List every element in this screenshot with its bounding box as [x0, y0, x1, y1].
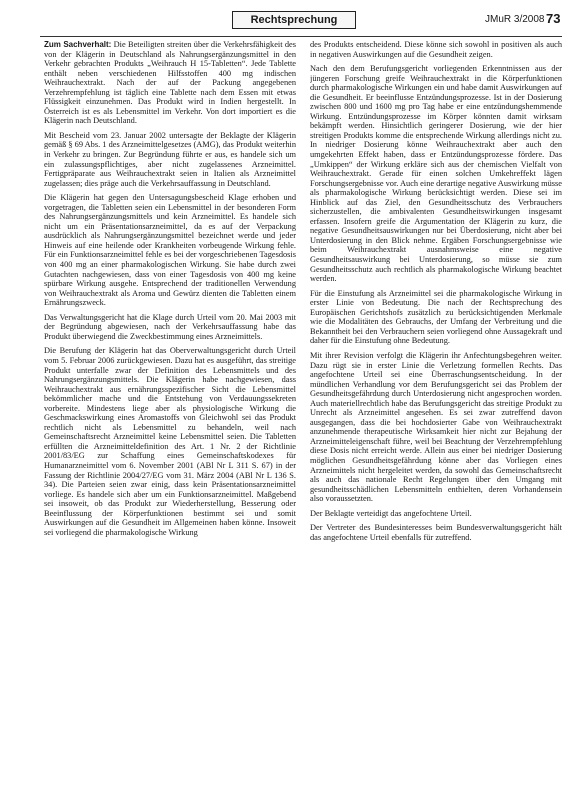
paragraph: Das Verwaltungsgericht hat die Klage durch Urteil vom 20. Mai 2003 mit der Begründung abgewiesen, nach der Verkehrsauffassung habe das Produkt überwiegend die Zweckbestimmung eines Arzneimittels.	[44, 312, 296, 341]
paragraph: Für die Einstufung als Arzneimittel sei die pharmakologische Wirkung in erster Linie von Bedeutung. Die nach der Rechtsprechung des Europäischen Gerichtshofs zusätzlich zu berücksichtigenden Merkmale wie die Modalitäten des Gebrauchs, der Umfang der Verbreitung und die Bekanntheit bei den Verbrauchern seien vorliegend ohne Aussagekraft und daher für die Einstufung ohne Bedeutung.	[310, 288, 562, 346]
left-column	[44, 40, 296, 792]
right-column	[310, 40, 562, 792]
paragraph: Die Klägerin hat gegen den Untersagungsbescheid Klage erhoben und vorgetragen, die Tabletten seien ein Lebensmittel in der besonderen Form des Nahrungsergänzungsmittels und kein Arzneimittel. Es handele sich nicht um ein Präsentationsarzneimittel, da es auf der Verpackung ausdrücklich als Nahrungsergänzungsmittel bezeichnet werde und jeder Hinweis auf eine heilende oder Krankheiten vorbeugende Wirkung fehle. Für ein Funktionsarzneimittel fehle es bei der vorgeschriebenen Tagesdosis von 400 mg an einer pharmakologischen Wirkung. Sie habe durch zwei Gutachten nachgewiesen, dass von einer Tagesdosis von 400 mg keine spürbare Wirkung ausgehe. Entsprechend der traditionellen Verwendung von Weihrauchextrakt als Aroma und Gewürz dienten die Tabletten einem Ernährungszweck.	[44, 193, 296, 308]
paragraph: des Produkts entscheidend. Diese könne sich sowohl in positiven als auch in negativen Auswirkungen auf die Gesundheit zeigen.	[310, 40, 562, 59]
paragraph: Die Berufung der Klägerin hat das Oberverwaltungsgericht durch Urteil vom 5. Februar 2006 zurückgewiesen. Dazu hat es ausgeführt, das streitige Produkt unterfalle zwar der Definition des Lebensmittels und des Nahrungsergänzungsmittels. Die Klägerin habe nachgewiesen, dass Weihrauchextrakt aus ernährungsspezifischer Sicht die Lebensmittel bekömmlicher mache und die Entstehung von Verdauungssekreten vorbereite. Mindestens liege aber als physiologische Wirkung die Geschmackswirkung eines Aromastoffs von Gleichwohl sei das Produkt rechtlich nicht als Lebensmittel zu behandeln, weil nach Gemeinschaftsrecht Arzneimittel keine Lebensmittel seien. Die Tabletten erfüllten die Arzneimitteldefinition des Art. 1 Nr. 2 der Richtlinie 2001/83/EG zur Schaffung eines Gemeinschaftskodexes für Humanarzneimittel vom 6. November 2001 (ABl Nr L 311 S. 67) in der Fassung der Richtlinie 2004/27/EG vom 31. März 2004 (ABl Nr L 136 S. 34). Die Parteien seien zwar einig, dass kein Präsentationsarzneimittel vorliege. Es handele sich aber um ein Funktionsarzneimittel. Maßgebend sei insoweit, ob das Produkt zur Wiederherstellung, Besserung oder Beeinflussung der Körperfunktionen bestimmt sei und somit Auswirkungen auf die Gesundheit im Allgemeinen haben könne. Insoweit sei vorliegend die pharmakologische Wirkung	[44, 346, 296, 537]
page-header	[0, 0, 573, 36]
journal-issue: JMuR 3/2008	[485, 14, 545, 25]
paragraph: Mit Bescheid vom 23. Januar 2002 untersagte der Beklagte der Klägerin gemäß § 69 Abs. 1 des Arzneimittelgesetzes (AMG), das Produkt weiterhin in Verkehr zu bringen. Zur Begründung führte er aus, es handele sich um ein zulassungspflichtiges, aber nicht zugelassenes Arzneimittel. Fertigpräparate aus Weihrauchextrakt seien in Italien als Arzneimittel zugelassen; dies präge auch die Verkehrsauffassung in Deutschland.	[44, 130, 296, 188]
paragraph	[44, 40, 296, 126]
section-title: Rechtsprechung	[232, 11, 356, 29]
paragraph: Mit ihrer Revision verfolgt die Klägerin ihr Anfechtungsbegehren weiter. Dazu rügt sie in erster Linie die Verletzung formellen Rechts. Das angefochtene Urteil sei eine Überraschungsentscheidung. In der mündlichen Verhandlung vor dem Berufungsgericht sei das Problem der Gesundheitsgefährdung durch Unterdosierung nicht angesprochen worden. Auch materiellrechtlich habe das Berufungsgericht das streitige Produkt zu Unrecht als Arzneimittel angesehen. Es sei zwar zutreffend davon ausgegangen, dass die bei hochdosierter Gabe von Weihrauchextrakt anzunehmende therapeutische Wirksamkeit hier nicht zur Bejahung der Arzneimitteleigenschaft führe, weil bei Beachtung der Verzehrempfehlung diese Dosis nicht erreicht werde. Allein aus einer bei niedriger Dosierung möglichen Gesundheitsgefährdung könne aber das Vorliegen eines Arzneimittels nicht hergeleitet werden, da sowohl das Gemeinschaftsrecht als auch das nationale Recht Regelungen über den Umgang mit gesundheitsschädlichen Lebensmitteln enthielten, deren Vorhandensein also voraussetzten.	[310, 350, 562, 504]
page-number: 73	[546, 11, 561, 26]
header-divider	[40, 36, 562, 37]
paragraph-text: Die Beteiligten streiten über die Verkehrsfähigkeit des von der Klägerin in Deutschland als Nahrungsergänzungsmittel in den Verkehr gebrachten Produkts „Weihrauch H 15-Tabletten“. Jede Tablette enthält neben verschiedenen Hilfsstoffen 400 mg indischen Weihrauchextrakt. Nach der auf der Packung angegebenen Verzehrempfehlung ist täglich eine Tablette nach dem Essen mit etwas Flüssigkeit einzunehmen. Das Produkt wird in Indien hergestellt. In Österreich ist es als Lebensmittel im Verkehr. Von dort importiert es die Klägerin nach Deutschland.	[44, 40, 296, 126]
lead-label: Zum Sachverhalt:	[44, 40, 112, 49]
paragraph: Der Beklagte verteidigt das angefochtene Urteil.	[310, 508, 472, 518]
paragraph: Der Vertreter des Bundesinteresses beim Bundesverwaltungsgericht hält das angefochtene Urteil ebenfalls für zutreffend.	[310, 523, 562, 542]
paragraph: Nach den dem Berufungsgericht vorliegenden Erkenntnissen aus der jüngeren Forschung greife Weihrauchextrakt in die Körperfunktionen durch pharmakologische Wirkungen ein und habe damit Auswirkungen auf die Gesundheit. Er beeinflusse Entzündungsprozesse. Ist in der Dosierung zwischen 800 und 1600 mg pro Tag habe er eine entzündungshemmende Wirkung. Entzündungsprozesse im Körper könnten damit wirksam bekämpft werden. Hinsichtlich geringerer Dosierung, wie der hier streitigen Produkts komme die entsprechende Wirkung allerdings nicht zu. In niedriger Dosierung könne Weihrauchextrakt aber auch den umgekehrten Effekt haben, dass er Entzündungsprozesse fördere. Das „Umkippen“ der Wirkung erkläre sich aus der chemischen Vielfalt von Weihrauchextrakt. Gerade für einen solchen Umkehreffekt lägen Forschungsergebnisse vor. Auch eine derartige negative Auswirkung müsse als pharmakologische Wirkung berücksichtigt werden. Diese sei im Hinblick auf das Ziel, den Gesundheitsschutz des Verbrauchers sicherzustellen, die ambivalenten Gesundheitswirkungen insgesamt erfassen. Insofern greife die Argumentation der Klägerin zu kurz, die negative Gesundheitsauswirkungen nur bei Überdosierung, nicht aber bei Unterdosierung in den Blick nehme. Ergäben Forschungsergebnisse wie beim Weihrauchextrakt ausnahmsweise eine negative Gesundheitsauswirkung bei Unterdosierung, so müsse sie zum Gesundheitsschutz auch rechtlich als pharmakologische Wirkung beachtet werden.	[310, 64, 562, 284]
